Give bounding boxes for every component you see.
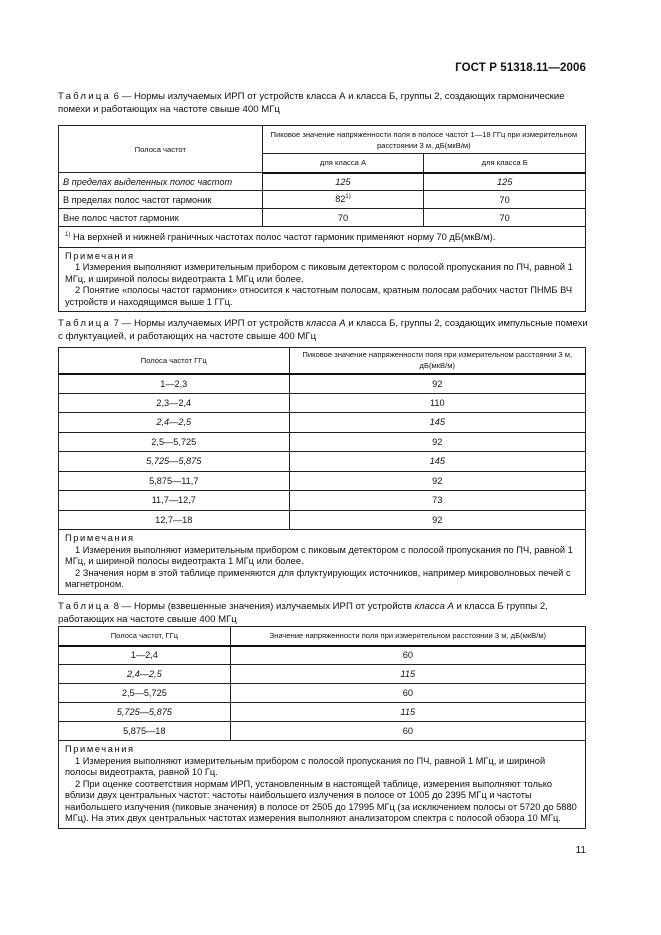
table7-band: 2,4—2,5: [59, 413, 290, 433]
table8-caption-italic: класса А: [414, 601, 454, 612]
table7-value: 145: [289, 452, 585, 472]
table7-value: 92: [289, 432, 585, 452]
table7-caption-text-1: 7 — Нормы излучаемых ИРП от устройств: [111, 318, 307, 329]
table8-band: 5,875—18: [59, 722, 231, 741]
table7-caption-text-2: и класса Б, группы 2, создающих импульсные помехи с флуктуацией, и работающих на частоте свыше 400 МГц: [58, 318, 588, 342]
table8-band: 2,4—2,5: [59, 665, 231, 684]
table-row: [59, 722, 586, 741]
table-row: [59, 173, 586, 191]
table7-value: 92: [289, 510, 585, 530]
table6-value-a: 70: [262, 209, 424, 227]
table6: [58, 125, 586, 312]
table7-value: 92: [289, 374, 585, 394]
note-2: 2 При оценке соответствия нормам ИРП, установленным в настоящей таблице, измерения выполняют только вблизи двух центральных частот: частоты наибольшего излучения в полосе от 1005 до 2395 МГц и частоты наибольшего излучения (пиковые значения) в полосе от 2505 до 17995 МГц (за исключением полосы от 5720 до 5880 МГц). На этих двух центральных частотах измерения выполняют анализатором спектра с полосой обзора 10 МГц.: [65, 778, 577, 823]
table7-band: 1—2,3: [59, 374, 290, 394]
note-1: 1 Измерения выполняют измерительным прибором с пиковым детектором с полосой пропускания по ПЧ, равной 1 МГц, и шириной полосы видеотракта 1 МГц или более.: [65, 544, 573, 566]
table6-subheader-class-b: для класса Б: [424, 154, 586, 173]
table7-col1-header: Полоса частот ГГц: [59, 348, 290, 374]
note-1: 1 Измерения выполняют измерительным прибором с полосой пропускания по ПЧ, равной 1 МГц, и шириной полосы видеотракта, равной 10 Гц.: [65, 755, 546, 777]
notes-heading: Примечания: [65, 533, 135, 543]
table7-col2-header: Пиковое значение напряженности поля при измерительном расстоянии 3 м, дБ(мкВ/м): [289, 348, 585, 374]
table8-value: 60: [230, 722, 585, 741]
table6-notes: [59, 247, 586, 312]
table7-value: 145: [289, 413, 585, 433]
table7-band: 12,7—18: [59, 510, 290, 530]
table8-caption: [58, 601, 588, 626]
table6-caption: [58, 91, 588, 116]
table6-footnote-text: На верхней и нижней граничных частотах полос частот гармоник применяют норму 70 дБ(мкВ/м).: [72, 232, 496, 243]
table6-value-b: 70: [424, 209, 586, 227]
table-row: [59, 191, 586, 209]
table8-col1-header: Полоса частот, ГГц: [59, 627, 231, 646]
table8-caption-text-2: и класса Б группы 2, работающих на частоте свыше 400 МГц: [58, 601, 548, 625]
table6-caption-label: Таблица: [58, 91, 112, 102]
table8-caption-label: Таблица: [58, 601, 112, 612]
table6-value-a-cell: [262, 191, 424, 209]
footnote-marker: 1): [345, 194, 351, 201]
table6-value-a: 82: [335, 194, 346, 205]
table-row: [59, 491, 586, 511]
table8: [58, 626, 586, 829]
notes-heading: Примечания: [65, 250, 135, 261]
table-row: [59, 393, 586, 413]
table-row: [59, 665, 586, 684]
table8-caption-text-1: 8 — Нормы (взвешенные значения) излучаемых ИРП от устройств: [111, 601, 415, 612]
table8-value: 115: [230, 703, 585, 722]
table7-value: 110: [289, 393, 585, 413]
table6-value-a: 125: [262, 173, 424, 191]
table7: [58, 347, 586, 595]
table8-band: 5,725—5,875: [59, 703, 231, 722]
notes-heading: Примечания: [65, 744, 135, 754]
table6-band: В пределах выделенных полос частот: [59, 173, 263, 191]
table6-value-b: 125: [424, 173, 586, 191]
table7-notes: [59, 530, 586, 595]
table6-col1-header: Полоса частот: [59, 126, 263, 173]
note-2: 2 Понятие «полосы частот гармоник» относится к частотным полосам, кратным полосам рабочих частот ПНМБ ВЧ устройств и находящимся выше 1 ГГц.: [65, 285, 573, 307]
table6-subheader-class-a: для класса А: [262, 154, 424, 173]
table-row: [59, 452, 586, 472]
table-row: [59, 471, 586, 491]
table7-caption-italic: класса А: [306, 318, 346, 329]
table7-band: 5,725—5,875: [59, 452, 290, 472]
table-row: [59, 413, 586, 433]
table6-footnote: [59, 227, 586, 248]
table6-col-group-header: Пиковое значение напряженности поля в полосе частот 1—18 ГГц при измерительном расстоянии 3 м, дБ(мкВ/м): [262, 126, 585, 154]
table8-band: 2,5—5,725: [59, 684, 231, 703]
table7-caption-label: Таблица: [58, 318, 112, 329]
table7-value: 73: [289, 491, 585, 511]
table-row: [59, 703, 586, 722]
table-row: [59, 374, 586, 394]
page-number: 11: [575, 845, 586, 856]
table8-value: 60: [230, 684, 585, 703]
table-row: [59, 684, 586, 703]
table8-col2-header: Значение напряженности поля при измерительном расстоянии 3 м, дБ(мкВ/м): [230, 627, 585, 646]
note-2: 2 Значения норм в этой таблице применяются для флуктуирующих источников, например микроволновых печей с магнетроном.: [65, 567, 571, 589]
table-row: [59, 510, 586, 530]
table8-band: 1—2,4: [59, 646, 231, 665]
table8-value: 115: [230, 665, 585, 684]
table7-band: 2,5—5,725: [59, 432, 290, 452]
table6-band: Вне полос частот гармоник: [59, 209, 263, 227]
table8-value: 60: [230, 646, 585, 665]
table7-caption: [58, 318, 588, 343]
table7-band: 11,7—12,7: [59, 491, 290, 511]
footnote-marker: 1): [65, 232, 71, 238]
table7-band: 5,875—11,7: [59, 471, 290, 491]
note-1: 1 Измерения выполняют измерительным прибором с пиковым детектором с полосой пропускания по ПЧ, равной 1 МГц, и шириной полосы видеотракта 1 МГц или более.: [65, 262, 573, 284]
table-row: [59, 432, 586, 452]
table7-value: 92: [289, 471, 585, 491]
table6-caption-text: 6 — Нормы излучаемых ИРП от устройств класса А и класса Б, группы 2, создающих гармонические помехи и работающих на частоте свыше 400 МГц: [58, 91, 565, 115]
table7-band: 2,3—2,4: [59, 393, 290, 413]
table6-value-b: 70: [424, 191, 586, 209]
table8-notes: [59, 741, 586, 829]
table6-band: В пределах полос частот гармоник: [59, 191, 263, 209]
document-id: ГОСТ Р 51318.11—2006: [455, 62, 586, 74]
table-row: [59, 209, 586, 227]
table-row: [59, 646, 586, 665]
